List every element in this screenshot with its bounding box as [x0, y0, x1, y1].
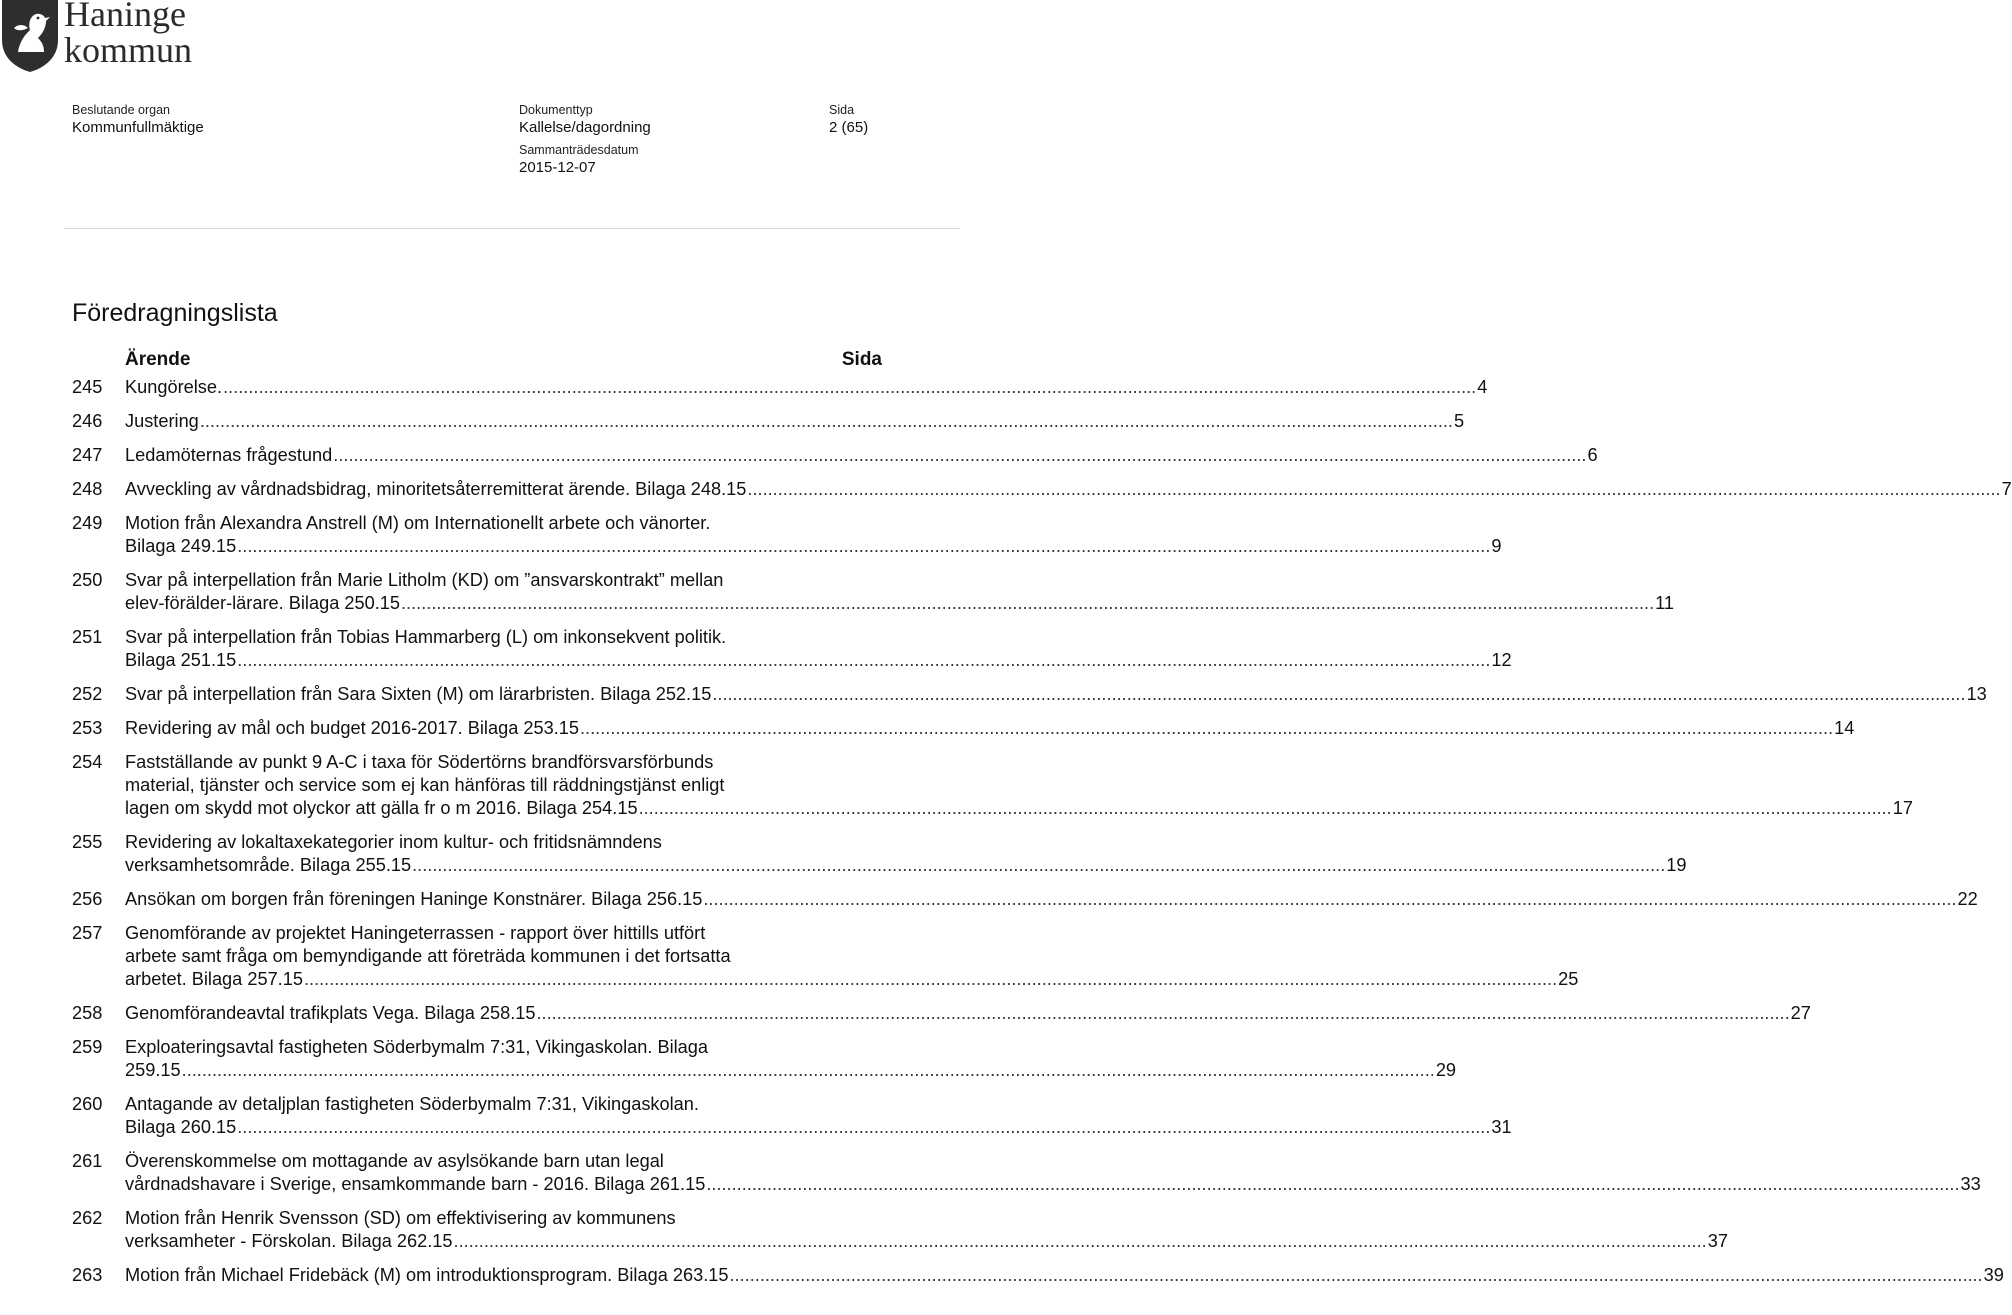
agenda-item-body: [125, 1150, 1981, 1196]
dot-leader: [200, 410, 1453, 433]
organ-value: Kommunfullmäktige: [72, 119, 204, 136]
agenda-item: [72, 569, 1675, 615]
agenda-item-number: 253: [72, 718, 103, 738]
agenda-item-last-line: [125, 592, 1674, 615]
organ-block: [72, 102, 204, 136]
agenda-item-number: 252: [72, 684, 103, 704]
agenda-item-page: 22: [1957, 889, 1978, 909]
dot-leader: [237, 1116, 1490, 1139]
agenda-item-body: [125, 1002, 1811, 1025]
agenda-item-page: 6: [1587, 445, 1598, 465]
agenda-item-number: 256: [72, 889, 103, 909]
agenda-item-last-line: [125, 535, 1502, 558]
agenda-item-page: 31: [1491, 1117, 1512, 1137]
agenda-item-text: lagen om skydd mot olyckor att gälla fr o m 2016. Bilaga 254.15: [125, 798, 638, 818]
dot-leader: [182, 1059, 1435, 1082]
agenda-item-last-line: [125, 1116, 1512, 1139]
doctype-label: Dokumenttyp: [519, 103, 593, 117]
agenda-item-text-line: Motion från Henrik Svensson (SD) om effektivisering av kommunens: [125, 1208, 676, 1228]
agenda-item-last-line: [125, 376, 1487, 399]
agenda-item: [72, 1264, 2004, 1287]
logo-line-2: kommun: [64, 30, 193, 70]
agenda-item-number: 251: [72, 627, 103, 647]
dot-leader: [454, 1230, 1707, 1253]
agenda-item-number: 248: [72, 479, 103, 499]
agenda-item-page: 19: [1666, 855, 1687, 875]
agenda-item-last-line: [125, 854, 1687, 877]
dot-leader: [747, 478, 2000, 501]
agenda-item: [72, 683, 1987, 706]
agenda-item: [72, 512, 1502, 558]
agenda-item-text: Bilaga 260.15: [125, 1117, 237, 1137]
header-divider: [64, 228, 960, 229]
agenda-list: [72, 348, 2012, 1298]
agenda-item-number: 263: [72, 1265, 103, 1285]
dot-leader: [237, 535, 1490, 558]
agenda-item-body: [125, 478, 2012, 501]
agenda-item-text-line: Svar på interpellation från Tobias Hammarberg (L) om inkonsekvent politik.: [125, 627, 727, 647]
agenda-item-number: 261: [72, 1151, 103, 1171]
agenda-item-text: Svar på interpellation från Sara Sixten (M) om lärarbristen. Bilaga 252.15: [125, 684, 712, 704]
agenda-item: [72, 1002, 1811, 1025]
agenda-item-body: [125, 1036, 1456, 1082]
agenda-item-page: 14: [1834, 718, 1855, 738]
agenda-item-last-line: [125, 683, 1987, 706]
agenda-item: [72, 1093, 1512, 1139]
agenda-item: [72, 444, 1598, 467]
page-title: Föredragningslista: [72, 299, 278, 327]
agenda-item-body: [125, 569, 1674, 615]
agenda-item-number: 246: [72, 411, 103, 431]
agenda-item-body: [125, 1264, 2004, 1287]
agenda-item-last-line: [125, 649, 1512, 672]
agenda-item-text: Bilaga 251.15: [125, 650, 237, 670]
dot-leader: [712, 683, 1965, 706]
date-block: [519, 142, 639, 176]
agenda-item-text: verksamhetsområde. Bilaga 255.15: [125, 855, 412, 875]
agenda-item-last-line: [125, 1264, 2004, 1287]
dot-leader: [237, 649, 1490, 672]
dot-leader: [401, 592, 1654, 615]
logo-line-1: Haninge: [64, 0, 186, 34]
agenda-item-page: 12: [1491, 650, 1512, 670]
agenda-item-number: 259: [72, 1037, 103, 1057]
agenda-item-text-line: material, tjänster och service som ej kan hänföras till räddningstjänst enligt: [125, 775, 725, 795]
agenda-item-last-line: [125, 797, 1913, 820]
agenda-entries: [72, 376, 2012, 1287]
agenda-item-page: 25: [1558, 969, 1579, 989]
dot-leader: [580, 717, 1833, 740]
agenda-item-body: [125, 888, 1978, 911]
agenda-item-last-line: [125, 444, 1598, 467]
agenda-item: [72, 376, 1488, 399]
dot-leader: [706, 1173, 1959, 1196]
agenda-item-page: 37: [1707, 1231, 1728, 1251]
agenda-item-last-line: [125, 1002, 1811, 1025]
agenda-item-number: 260: [72, 1094, 103, 1114]
agenda-item-page: 27: [1790, 1003, 1811, 1023]
agenda-item-text: verksamheter - Förskolan. Bilaga 262.15: [125, 1231, 453, 1251]
logo-wordmark: [64, 0, 192, 68]
agenda-item-last-line: [125, 410, 1464, 433]
dot-leader: [639, 797, 1892, 820]
doctype-block: [519, 102, 651, 136]
agenda-item-body: [125, 626, 1512, 672]
agenda-item-page: 11: [1655, 593, 1675, 613]
agenda-item-body: [125, 376, 1487, 399]
agenda-item-body: [125, 512, 1502, 558]
page-block: [829, 102, 868, 136]
agenda-item-body: [125, 717, 1854, 740]
agenda-item-text: Motion från Michael Fridebäck (M) om introduktionsprogram. Bilaga 263.15: [125, 1265, 729, 1285]
dot-leader: [730, 1264, 1983, 1287]
agenda-item-page: 39: [1983, 1265, 2004, 1285]
agenda-item-number: 249: [72, 513, 103, 533]
agenda-item-body: [125, 683, 1987, 706]
agenda-item: [72, 1150, 1981, 1196]
agenda-item-text-line: Fastställande av punkt 9 A-C i taxa för Södertörns brandförsvarsförbunds: [125, 752, 714, 772]
agenda-item-number: 255: [72, 832, 103, 852]
haninge-logo: [0, 0, 230, 78]
agenda-item-page: 4: [1477, 377, 1488, 397]
agenda-item-text-line: Revidering av lokaltaxekategorier inom kultur- och fritidsnämndens: [125, 832, 662, 852]
dot-leader: [223, 376, 1476, 399]
agenda-item-number: 250: [72, 570, 103, 590]
agenda-item-text: Revidering av mål och budget 2016-2017. Bilaga 253.15: [125, 718, 579, 738]
page-label: Sida: [829, 103, 855, 117]
agenda-item: [72, 626, 1512, 672]
agenda-item-last-line: [125, 1059, 1456, 1082]
agenda-item-number: 247: [72, 445, 103, 465]
agenda-item-last-line: [125, 1173, 1981, 1196]
agenda-item-number: 258: [72, 1003, 103, 1023]
agenda-item-text: Bilaga 249.15: [125, 536, 237, 556]
agenda-item-text-line: Genomförande av projektet Haningeterrassen - rapport över hittills utfört: [125, 923, 706, 943]
agenda-item-last-line: [125, 968, 1578, 991]
agenda-item: [72, 888, 1978, 911]
agenda-item: [72, 831, 1687, 877]
page-number: 2 (65): [829, 119, 869, 136]
column-page-header: Sida: [841, 349, 882, 370]
agenda-item-body: [125, 751, 1913, 820]
agenda-item-page: 9: [1491, 536, 1502, 556]
agenda-item-text-line: arbete samt fråga om bemyndigande att företräda kommunen i det fortsatta: [125, 946, 731, 966]
dot-leader: [412, 854, 1665, 877]
agenda-item: [72, 1207, 1728, 1253]
agenda-item-text-line: Motion från Alexandra Anstrell (M) om Internationellt arbete och vänorter.: [125, 513, 711, 533]
agenda-item-text-line: Exploateringsavtal fastigheten Söderbymalm 7:31, Vikingaskolan. Bilaga: [125, 1037, 709, 1057]
agenda-item-number: 245: [72, 377, 103, 397]
dot-leader: [304, 968, 1557, 991]
agenda-item-text: vårdnadshavare i Sverige, ensamkommande barn - 2016. Bilaga 261.15: [125, 1174, 706, 1194]
agenda-item-text-line: Svar på interpellation från Marie Litholm (KD) om ”ansvarskontrakt” mellan: [125, 570, 724, 590]
agenda-item-text-line: Antagande av detaljplan fastigheten Söderbymalm 7:31, Vikingaskolan.: [125, 1094, 699, 1114]
agenda-item-body: [125, 1207, 1728, 1253]
agenda-item: [72, 410, 1465, 433]
column-item-header: Ärende: [125, 349, 191, 370]
agenda-item-number: 257: [72, 923, 103, 943]
agenda-item-text-line: Överenskommelse om mottagande av asylsökande barn utan legal: [125, 1151, 664, 1171]
agenda-item-body: [125, 922, 1578, 991]
agenda-item-last-line: [125, 717, 1854, 740]
agenda-item-body: [125, 831, 1687, 877]
agenda-item-body: [125, 1093, 1512, 1139]
agenda-item: [72, 751, 1913, 820]
agenda-item-text: elev-förälder-lärare. Bilaga 250.15: [125, 593, 400, 613]
agenda-item-last-line: [125, 888, 1978, 911]
agenda-item-text: Justering: [125, 411, 199, 431]
agenda-item-page: 29: [1435, 1060, 1457, 1080]
agenda-item-number: 262: [72, 1208, 103, 1228]
agenda-item-text: Avveckling av vårdnadsbidrag, minoritetsåterremitterat ärende. Bilaga 248.15: [125, 479, 747, 499]
organ-label: Beslutande organ: [72, 103, 170, 117]
agenda-item-body: [125, 444, 1598, 467]
agenda-item-page: 13: [1966, 684, 1987, 704]
agenda-item-text: Ledamöternas frågestund: [125, 445, 333, 465]
agenda-item-page: 5: [1453, 411, 1465, 431]
date-label: Sammanträdesdatum: [519, 143, 639, 157]
dot-leader: [333, 444, 1586, 467]
agenda-item-text: Genomförandeavtal trafikplats Vega. Bilaga 258.15: [125, 1003, 536, 1023]
agenda-item-number: 254: [72, 752, 103, 772]
agenda-item-body: [125, 410, 1464, 433]
agenda-item: [72, 922, 1579, 991]
agenda-item-last-line: [125, 478, 2012, 501]
agenda-item-text: Kungörelse.: [125, 377, 223, 397]
date-value: 2015-12-07: [519, 159, 596, 176]
agenda-item: [72, 717, 1855, 740]
agenda-item-text: arbetet. Bilaga 257.15: [125, 969, 303, 989]
dot-leader: [537, 1002, 1790, 1025]
agenda-header: [72, 348, 882, 376]
agenda-item: [72, 478, 2012, 501]
agenda-item: [72, 1036, 1457, 1082]
agenda-item-page: 7: [2001, 479, 2012, 499]
dot-leader: [703, 888, 1956, 911]
doctype-value: Kallelse/dagordning: [519, 119, 651, 136]
agenda-item-page: 17: [1892, 798, 1913, 818]
coat-of-arms-icon: [0, 0, 60, 72]
agenda-item-text: Ansökan om borgen från föreningen Haninge Konstnärer. Bilaga 256.15: [125, 889, 703, 909]
agenda-item-page: 33: [1960, 1174, 1981, 1194]
agenda-item-text: 259.15: [125, 1060, 181, 1080]
agenda-item-last-line: [125, 1230, 1728, 1253]
